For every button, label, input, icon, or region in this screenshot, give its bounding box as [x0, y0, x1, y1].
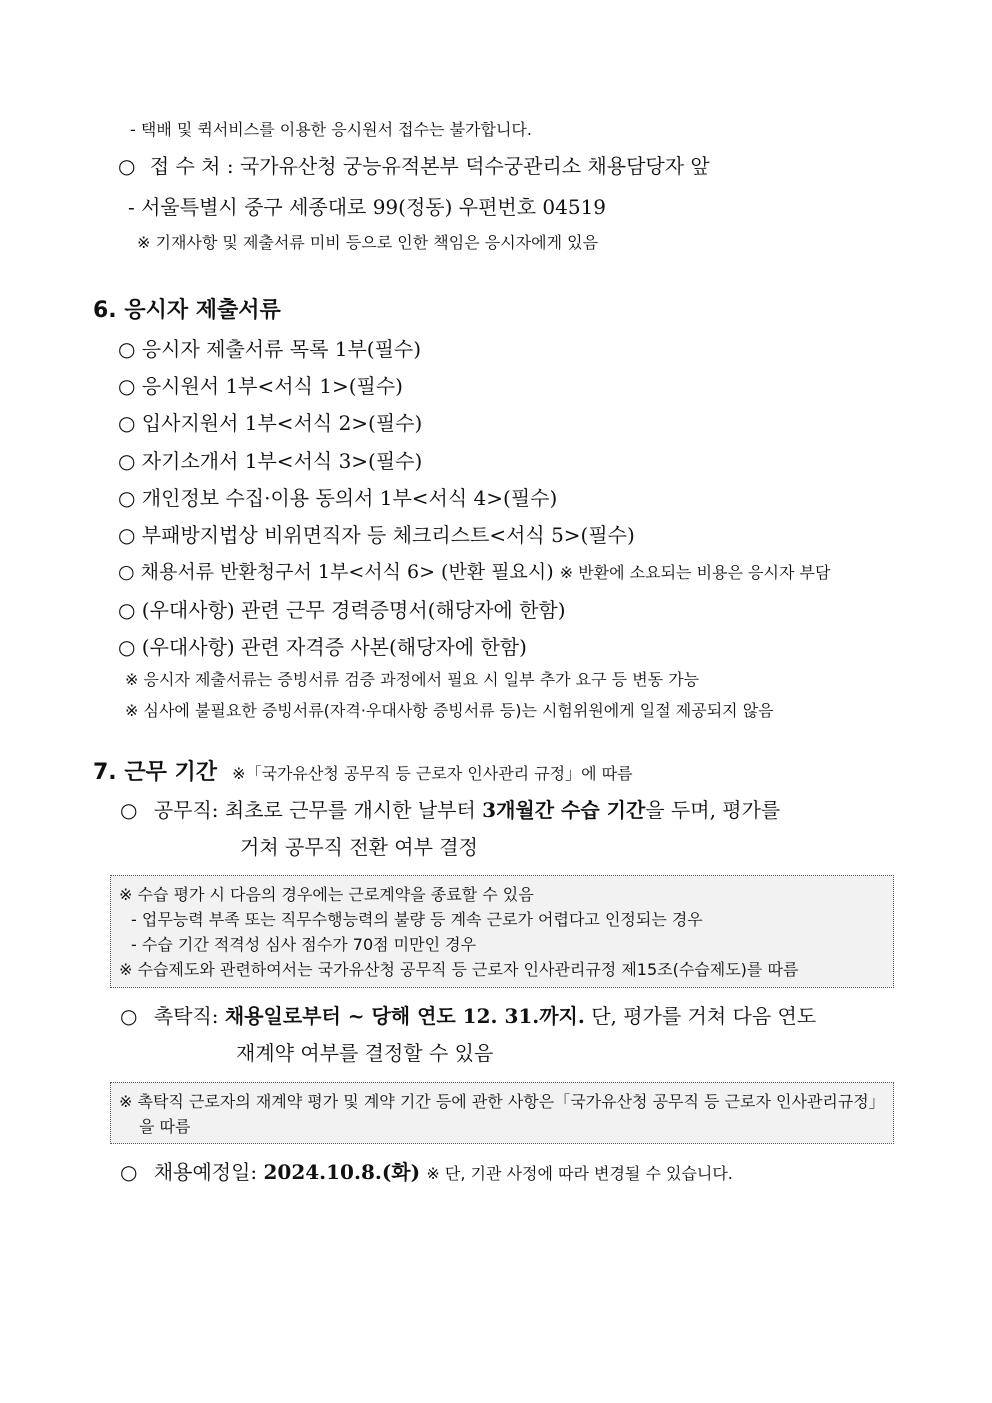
hire-date-note: ※ 단, 기관 사정에 따라 변경될 수 있습니다.	[426, 1164, 733, 1183]
doc-note: ※ 응시자 제출서류는 증빙서류 검증 과정에서 필요 시 일부 추가 요구 등 변동 가능	[125, 670, 700, 689]
public-line2: 거쳐 공무직 전환 여부 결정	[240, 835, 478, 859]
box-line: ※ 촉탁직 근로자의 재계약 평가 및 계약 기간 등에 관한 사항은「국가유산청 공무직 등 근로자 인사관리규정」을 따름	[119, 1092, 885, 1136]
section7-title-note: ※「국가유산청 공무직 등 근로자 인사관리 규정」에 따름	[232, 764, 633, 783]
hire-date-line	[120, 1162, 733, 1182]
section7-heading	[93, 762, 633, 784]
hire-date-value: 2024.10.8.(화)	[263, 1160, 421, 1184]
bullet: ○	[118, 154, 136, 178]
doc-item-return	[118, 563, 830, 582]
section7-title: 7. 근무 기간	[93, 760, 217, 785]
courier-note: - 택배 및 퀵서비스를 이용한 응시원서 접수는 불가합니다.	[130, 120, 532, 139]
public-text: 최초로 근무를 개시한 날부터	[224, 798, 476, 822]
bullet: ○	[120, 1160, 138, 1184]
box-line: ※ 수습 평가 시 다음의 경우에는 근로계약을 종료할 수 있음	[119, 885, 534, 904]
box-line: - 업무능력 부족 또는 직무수행능력의 불량 등 계속 근로가 어렵다고 인정되는 경우	[131, 910, 703, 929]
probation-note-box	[110, 875, 894, 988]
contract-line1	[120, 1006, 816, 1026]
box-line: ※ 수습제도와 관련하여서는 국가유산청 공무직 등 근로자 인사관리규정 제15조(수습제도)를 따름	[119, 960, 799, 979]
doc-item: ○ (우대사항) 관련 자격증 사본(해당자에 한함)	[118, 635, 527, 659]
doc-item: ○ 부패방지법상 비위면직자 등 체크리스트<서식 5>(필수)	[118, 523, 635, 547]
contract-label: 촉탁직:	[153, 1004, 219, 1028]
section6-title: 6. 응시자 제출서류	[93, 298, 281, 323]
return-cost-note: ※ 반환에 소요되는 비용은 응시자 부담	[559, 563, 831, 582]
bullet: ○	[120, 1004, 138, 1028]
doc-item: ○ 응시원서 1부<서식 1>(필수)	[118, 374, 403, 398]
doc-item: ○ 개인정보 수집·이용 동의서 1부<서식 4>(필수)	[118, 486, 558, 510]
contract-period: 채용일로부터 ~ 당해 연도 12. 31.까지.	[224, 1004, 585, 1028]
public-text: 을 두며, 평가를	[645, 798, 781, 822]
box-line: - 수습 기간 적격성 심사 점수가 70점 미만인 경우	[131, 935, 477, 954]
doc-item: ○ 자기소개서 1부<서식 3>(필수)	[118, 449, 423, 473]
contract-text: 단, 평가를 거쳐 다음 연도	[591, 1004, 817, 1028]
doc-item: ○ 응시자 제출서류 목록 1부(필수)	[118, 337, 422, 361]
public-probation: 3개월간 수습 기간	[482, 798, 646, 822]
doc-item-text: ○ 채용서류 반환청구서 1부<서식 6> (반환 필요시)	[118, 561, 554, 583]
bullet: ○	[120, 798, 138, 822]
reception-line	[118, 156, 710, 176]
hire-date-label: 채용예정일:	[153, 1160, 258, 1184]
doc-item: ○ (우대사항) 관련 근무 경력증명서(해당자에 한함)	[118, 598, 566, 622]
public-line1	[120, 800, 780, 820]
contract-note-box	[110, 1082, 894, 1144]
doc-note: ※ 심사에 불필요한 증빙서류(자격·우대사항 증빙서류 등)는 시험위원에게 일절 제공되지 않음	[125, 701, 774, 720]
public-label: 공무직:	[153, 798, 219, 822]
reception-label: 접 수 처 :	[149, 154, 234, 178]
address: - 서울특별시 중구 세종대로 99(정동) 우편번호 04519	[128, 195, 607, 219]
doc-item: ○ 입사지원서 1부<서식 2>(필수)	[118, 411, 423, 435]
reception-value: 국가유산청 궁능유적본부 덕수궁관리소 채용담당자 앞	[239, 154, 710, 178]
responsibility-note: ※ 기재사항 및 제출서류 미비 등으로 인한 책임은 응시자에게 있음	[137, 233, 599, 252]
contract-line2: 재계약 여부를 결정할 수 있음	[236, 1041, 494, 1065]
